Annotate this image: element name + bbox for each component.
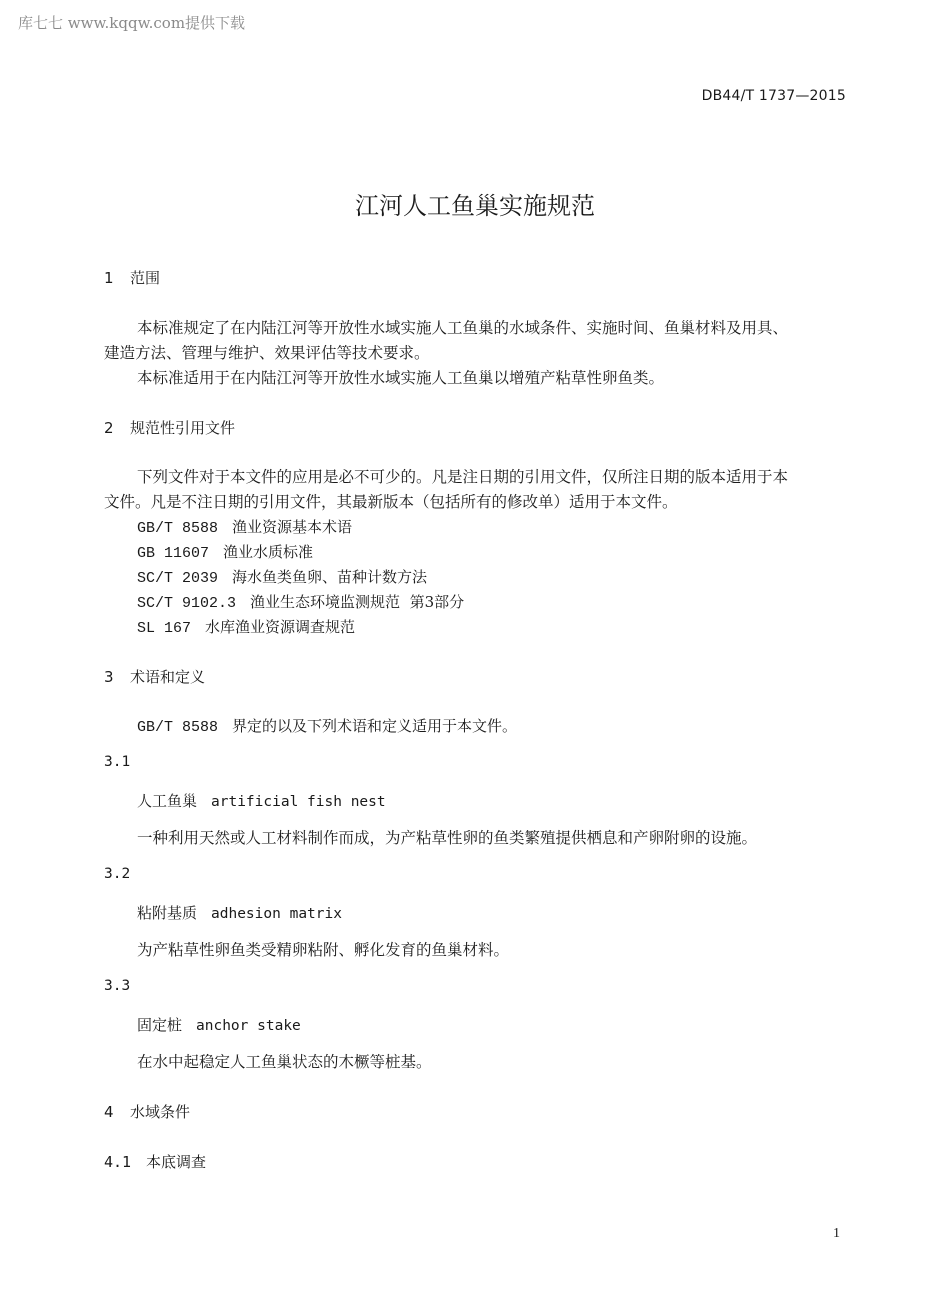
section-number: 2	[104, 419, 114, 437]
term-definition: 一种利用天然或人工材料制作而成，为产粘草性卵的鱼类繁殖提供栖息和产卵附卵的设施。	[137, 829, 758, 847]
subsection-4-1-heading	[104, 1151, 206, 1172]
term-en: anchor stake	[196, 1018, 301, 1034]
section-number: 4	[104, 1103, 114, 1121]
reference-code: GB 11607	[137, 545, 210, 562]
reference-item	[137, 616, 355, 637]
term-zh: 人工鱼巢	[137, 792, 198, 810]
term-definition: 在水中起稳定人工鱼巢状态的木橛等桩基。	[137, 1053, 432, 1071]
section-4-heading	[104, 1101, 190, 1122]
section-title: 规范性引用文件	[130, 419, 236, 437]
term-entry	[137, 1014, 301, 1035]
intro-text: 界定的以及下列术语和定义适用于本文件。	[232, 717, 518, 735]
document-title: 江河人工鱼巢实施规范	[355, 192, 595, 220]
reference-item	[137, 566, 427, 587]
subsection-number: 4.1	[104, 1153, 132, 1171]
reference-item	[137, 516, 352, 537]
reference-item	[137, 541, 313, 562]
term-en: artificial fish nest	[211, 794, 386, 810]
section-title: 范围	[130, 269, 161, 287]
term-zh: 粘附基质	[137, 904, 198, 922]
reference-code: SC/T 9102.3	[137, 595, 237, 612]
reference-title: 水库渔业资源调查规范	[205, 618, 356, 636]
subsection-number: 3.2	[104, 866, 131, 882]
paragraph: 本标准适用于在内陆江河等开放性水域实施人工鱼巢以增殖产粘草性卵鱼类。	[137, 369, 665, 387]
subsection-title: 本底调查	[146, 1153, 207, 1171]
subsection-number: 3.3	[104, 978, 131, 994]
section-number: 3	[104, 668, 114, 686]
paragraph: 文件。凡是不注日期的引用文件，其最新版本（包括所有的修改单）适用于本文件。	[104, 493, 678, 511]
reference-title: 海水鱼类鱼卵、苗种计数方法	[232, 568, 428, 586]
term-entry	[137, 790, 386, 811]
section-title: 水域条件	[130, 1103, 191, 1121]
reference-title: 渔业水质标准	[223, 543, 314, 561]
section-2-heading	[104, 417, 235, 438]
standard-number: DB44/T 1737—2015	[701, 88, 846, 104]
term-zh: 固定桩	[137, 1016, 183, 1034]
term-en: adhesion matrix	[211, 906, 342, 922]
term-entry	[137, 902, 342, 923]
section-3-heading	[104, 666, 205, 687]
reference-code: SL 167	[137, 620, 192, 637]
paragraph: 本标准规定了在内陆江河等开放性水域实施人工鱼巢的水域条件、实施时间、鱼巢材料及用具、	[137, 319, 789, 337]
subsection-number: 3.1	[104, 754, 131, 770]
reference-item	[137, 591, 464, 612]
terms-intro	[137, 715, 517, 736]
reference-code: GB/T 8588	[137, 520, 219, 537]
paragraph: 下列文件对于本文件的应用是必不可少的。凡是注日期的引用文件，仅所注日期的版本适用于本	[137, 468, 789, 486]
reference-title: 渔业资源基本术语	[232, 518, 353, 536]
reference-code: SC/T 2039	[137, 570, 219, 587]
reference-code: GB/T 8588	[137, 719, 219, 736]
section-1-heading	[104, 267, 160, 288]
paragraph: 建造方法、管理与维护、效果评估等技术要求。	[104, 344, 430, 362]
reference-title: 渔业生态环境监测规范 第3部分	[250, 593, 465, 611]
section-number: 1	[104, 269, 114, 287]
page-number: 1	[833, 1226, 840, 1241]
section-title: 术语和定义	[130, 668, 206, 686]
term-definition: 为产粘草性卵鱼类受精卵粘附、孵化发育的鱼巢材料。	[137, 941, 510, 959]
watermark: 库七七 www.kqqw.com提供下载	[18, 14, 246, 32]
